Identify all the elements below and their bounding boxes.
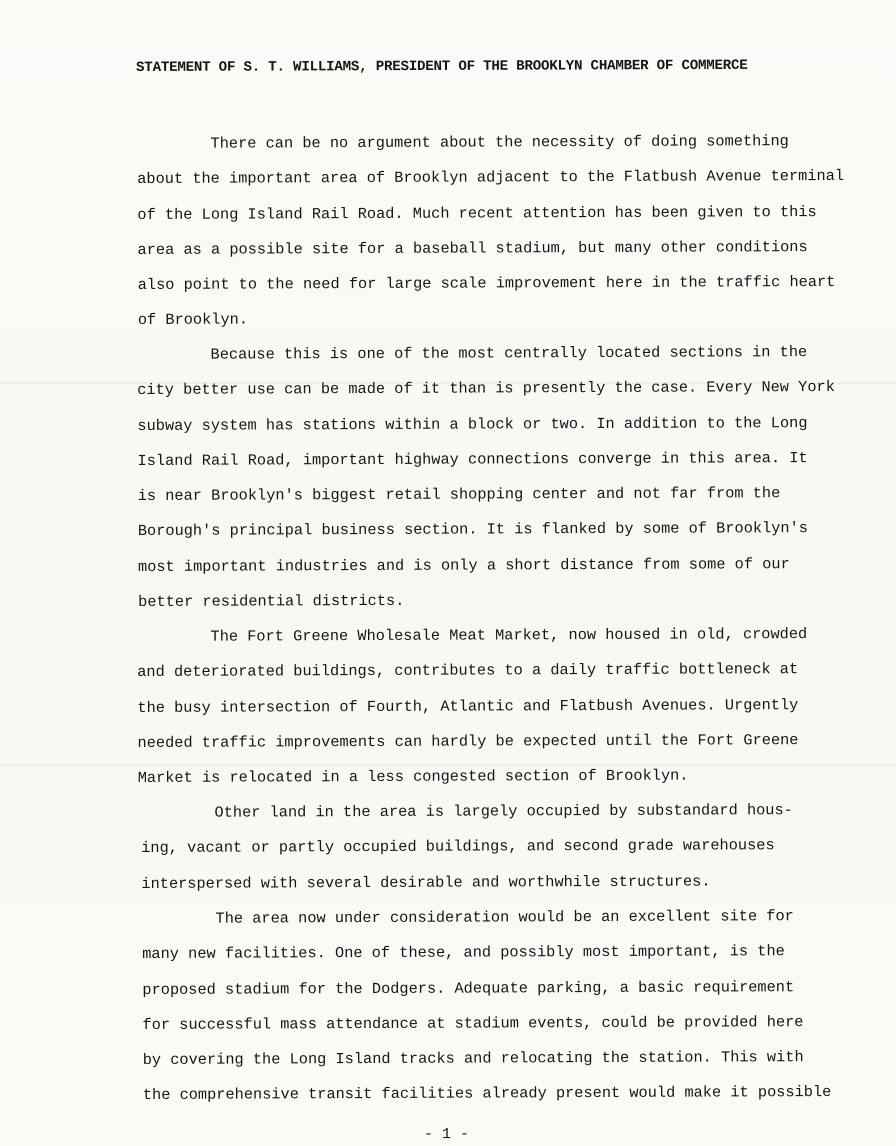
paragraph-1: There can be no argument about the necessity of doing something about the important area of Brooklyn adjacent to the Flatbush Avenue terminal of the Long Island Rail Road. Much recent attention has been given to this area as a possible site for a baseball stadium, but many other conditions also point to the need for large scale improvement here in the traffic heart of Brooklyn.	[137, 132, 845, 330]
statement-title: STATEMENT OF S. T. WILLIAMS, PRESIDENT OF THE BROOKLYN CHAMBER OF COMMERCE	[136, 57, 748, 76]
paragraph-5: The area now under consideration would be an excellent site for many new facilities. One of these, and possibly most important, is the proposed stadium for the Dodgers. Adequate parking, a basic requirement for successful mass attendance at stadium events, could be provided here by covering the Long Island tracks and relocating the station. This with the comprehensive transit facilities already present would make it possible	[142, 907, 832, 1105]
paragraph-4: Other land in the area is largely occupied by substandard hous- ing, vacant or partly occupied buildings, and second grade warehouses interspersed with several desirable and worthwhile structures.	[141, 801, 793, 893]
paragraph-2: Because this is one of the most centrally located sections in the city better use can be made of it than is presently the case. Every New York subway system has stations within a block or two. In addition to the Long Island Rail Road, important highway connections converge in this area. It is near Brooklyn's biggest retail shopping center and not far from the Borough's principal business section. It is flanked by some of Brooklyn's most important industries and is only a short distance from some of our better residential districts.	[137, 343, 835, 612]
paragraph-3: The Fort Greene Wholesale Meat Market, now housed in old, crowded and deteriorated buildings, contributes to a daily traffic bottleneck at the busy intersection of Fourth, Atlantic and Flatbush Avenues. Urgently needed traffic improvements can hardly be expected until the Fort Greene Market is relocated in a less congested section of Brooklyn.	[137, 625, 808, 788]
page-number: - 1 -	[424, 1126, 470, 1143]
